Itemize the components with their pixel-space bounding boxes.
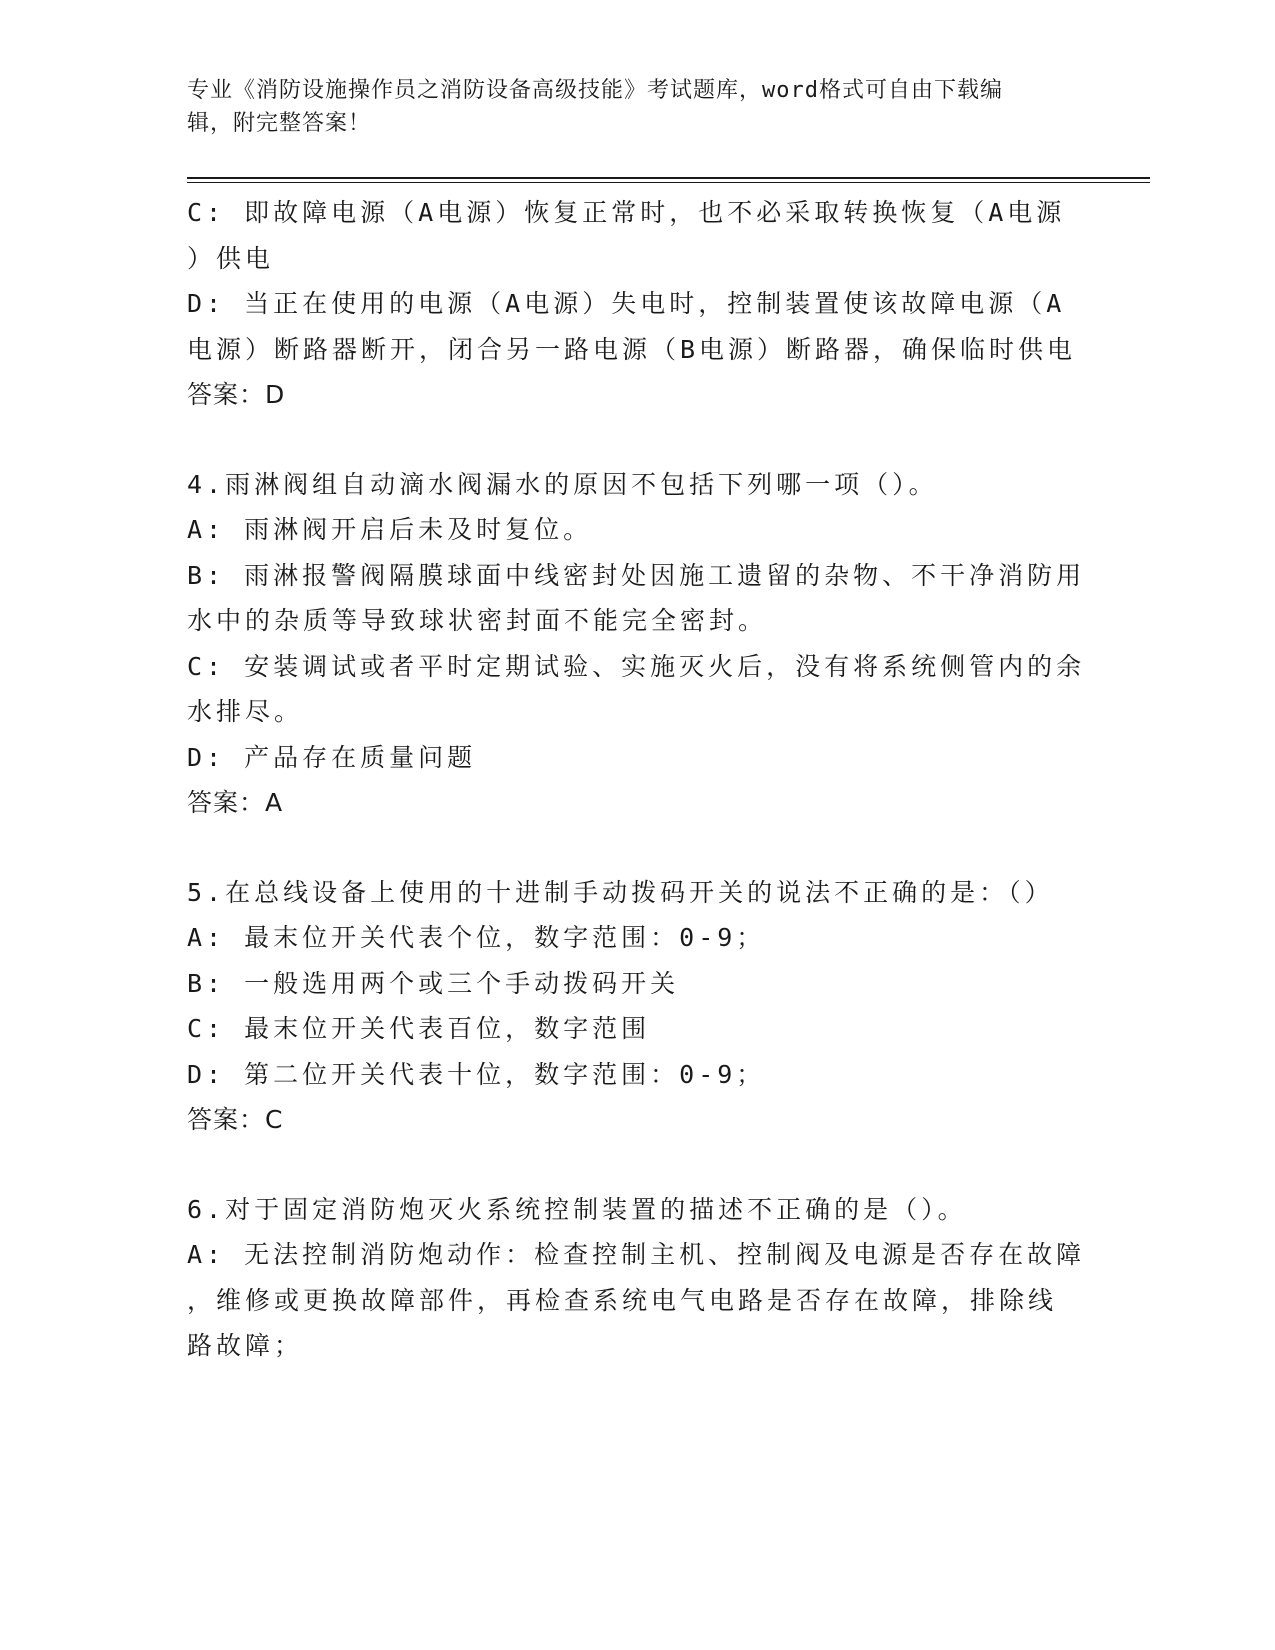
answer: 答案：D	[187, 380, 286, 409]
spacer	[187, 1143, 1087, 1187]
header-divider-thick	[187, 177, 1150, 179]
option-a-line-2: ，维修或更换故障部件，再检查系统电气电路是否存在故障，排除线	[187, 1285, 1058, 1315]
question-5	[187, 870, 1087, 1143]
option-c: C: 最末位开关代表百位，数字范围	[187, 1014, 651, 1043]
option-d-line-1: D: 当正在使用的电源（A电源）失电时，控制装置使该故障电源（A	[187, 289, 1066, 318]
question-text: 5.在总线设备上使用的十进制手动拨码开关的说法不正确的是：（）	[187, 877, 1054, 907]
option-b: B: 一般选用两个或三个手动拨码开关	[187, 968, 680, 998]
answer: 答案：C	[187, 1105, 284, 1134]
option-d: D: 第二位开关代表十位，数字范围：0-9；	[187, 1059, 766, 1089]
option-a-line-3: 路故障；	[187, 1331, 304, 1360]
header-line-2: 辑，附完整答案！	[187, 111, 372, 136]
option-d-line-2: 电源）断路器断开，闭合另一路电源（B电源）断路器，确保临时供电	[187, 334, 1077, 364]
question-text: 6.对于固定消防炮灭火系统控制装置的描述不正确的是（）。	[187, 1194, 967, 1224]
option-c-line-1: C: 安装调试或者平时定期试验、实施灭火后，没有将系统侧管内的余	[187, 651, 1086, 681]
document-header	[187, 74, 1067, 140]
option-a: A: 最末位开关代表个位，数字范围：0-9；	[187, 923, 766, 952]
option-a-line-1: A: 无法控制消防炮动作：检查控制主机、控制阀及电源是否存在故障	[187, 1240, 1086, 1269]
header-divider-thin	[187, 182, 1150, 183]
option-c-line-2: 水排尽。	[187, 697, 304, 726]
spacer	[187, 418, 1087, 462]
option-b-line-1: B: 雨淋报警阀隔膜球面中线密封处因施工遗留的杂物、不干净消防用	[187, 560, 1086, 590]
document-body	[187, 190, 1087, 1369]
option-c-line-1: C: 即故障电源（A电源）恢复正常时，也不必采取转换恢复（A电源	[187, 198, 1066, 227]
option-b-line-2: 水中的杂质等导致球状密封面不能完全密封。	[187, 606, 768, 635]
option-a: A: 雨淋阀开启后未及时复位。	[187, 515, 593, 544]
question-text: 4.雨淋阀组自动滴水阀漏水的原因不包括下列哪一项（）。	[187, 469, 938, 499]
header-line-1: 专业《消防设施操作员之消防设备高级技能》考试题库，word格式可自由下载编	[187, 78, 1003, 103]
spacer	[187, 826, 1087, 870]
answer: 答案：A	[187, 788, 284, 817]
option-c-line-2: ）供电	[187, 243, 275, 273]
question-3	[187, 190, 1087, 418]
question-6	[187, 1187, 1087, 1369]
option-d: D: 产品存在质量问题	[187, 742, 477, 772]
question-4	[187, 462, 1087, 826]
